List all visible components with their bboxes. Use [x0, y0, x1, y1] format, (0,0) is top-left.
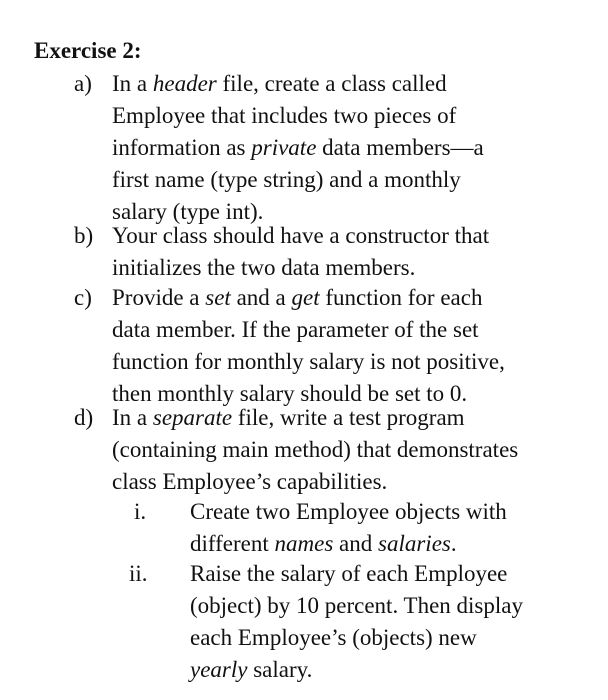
italic-text: private — [251, 135, 317, 160]
text-run: Employee that includes two pieces of — [112, 103, 457, 128]
list-marker: a) — [74, 71, 92, 96]
list-marker: b) — [74, 223, 94, 248]
text-run: information as — [112, 135, 252, 160]
text-run: and — [333, 531, 379, 556]
text-run: salary (type int). — [112, 199, 264, 224]
text-line — [112, 402, 582, 434]
text-run: and a — [230, 285, 292, 310]
text-run: class Employee’s capabilities. — [112, 469, 388, 494]
text-run: In a — [112, 405, 153, 430]
text-line — [190, 622, 585, 654]
text-line — [190, 496, 585, 528]
list-marker: c) — [74, 285, 92, 310]
italic-text: header — [152, 71, 217, 96]
text-line — [112, 220, 582, 252]
text-line — [112, 314, 582, 346]
text-line — [112, 100, 582, 132]
sublist-marker: i. — [134, 499, 147, 524]
sublist-item-text — [190, 558, 585, 686]
italic-text: set — [205, 285, 231, 310]
text-line — [112, 346, 582, 378]
text-run: Provide a — [112, 285, 206, 310]
list-item-text — [112, 68, 582, 228]
text-run: different — [190, 531, 275, 556]
text-run: data member. If the parameter of the set — [112, 317, 479, 342]
text-run: In a — [112, 71, 153, 96]
text-line — [112, 252, 582, 284]
text-run: (object) by 10 percent. Then display — [190, 593, 523, 618]
italic-text: salaries — [378, 531, 451, 556]
list-marker: d) — [74, 405, 94, 430]
list-item-text — [112, 402, 582, 498]
text-run: initializes the two data members. — [112, 255, 416, 280]
text-run: (containing main method) that demonstrates — [112, 437, 519, 462]
italic-text: names — [274, 531, 334, 556]
text-run: function for monthly salary is not positive, — [112, 349, 505, 374]
text-run: function for each — [319, 285, 483, 310]
text-line — [190, 654, 585, 686]
list-item-text — [112, 282, 582, 410]
text-line — [112, 68, 582, 100]
text-line — [112, 434, 582, 466]
list-item-text — [112, 220, 582, 284]
italic-text: get — [291, 285, 320, 310]
text-run: each Employee’s (objects) new — [190, 625, 477, 650]
text-run: Your class should have a constructor that — [112, 223, 490, 248]
text-run: data members—a — [316, 135, 484, 160]
text-run: Create two Employee objects with — [190, 499, 507, 524]
text-run: Raise the salary of each Employee — [190, 561, 508, 586]
text-line — [190, 528, 585, 560]
text-run: . — [450, 531, 457, 556]
text-line — [190, 558, 585, 590]
italic-text: separate — [152, 405, 233, 430]
italic-text: yearly — [190, 657, 248, 682]
text-line — [190, 590, 585, 622]
sublist-item-text — [190, 496, 585, 560]
exercise-title: Exercise 2: — [34, 38, 142, 63]
text-run: first name (type string) and a monthly — [112, 167, 461, 192]
text-line — [112, 282, 582, 314]
text-line — [112, 466, 582, 498]
sublist-marker: ii. — [129, 561, 148, 586]
text-run: then monthly salary should be set to 0. — [112, 381, 468, 406]
text-run: file, write a test program — [232, 405, 465, 430]
text-run: file, create a class called — [216, 71, 447, 96]
text-line — [112, 164, 582, 196]
text-run: salary. — [247, 657, 313, 682]
text-line — [112, 132, 582, 164]
